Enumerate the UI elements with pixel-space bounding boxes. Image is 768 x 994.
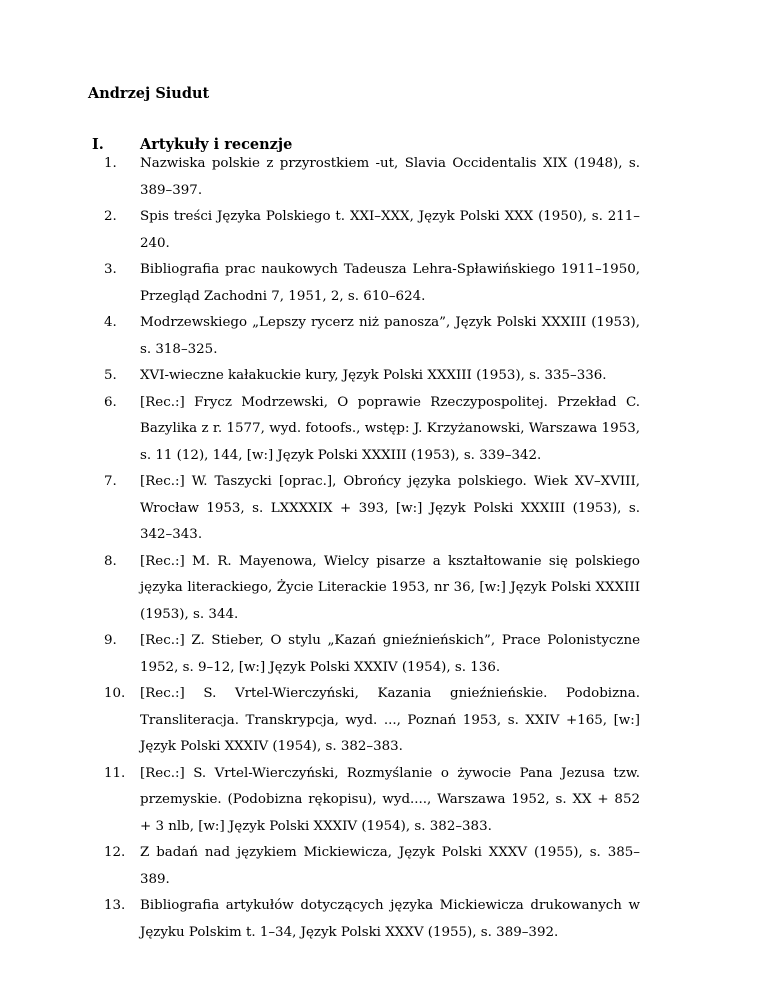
item-text: [Rec.:] S. Vrtel-Wierczyński, Rozmyślanie o żywocie Pana Jezusa tzw. przemyskie. (Podobizna rękopisu), wyd...., Warszawa 1952, s. XX + 852 + 3 nlb, [w:] Język Polski XXXIV (1954), s. 382–383. <box>140 765 640 834</box>
item-text: Modrzewskiego „Lepszy rycerz niż panosza”, Język Polski XXXIII (1953), s. 318–325. <box>140 315 640 357</box>
item-number: 7. <box>104 474 117 489</box>
item-number: 3. <box>104 262 117 277</box>
item-number: 10. <box>104 686 126 701</box>
item-text: XVI-wieczne kałakuckie kury, Język Polski XXXIII (1953), s. 335–336. <box>140 368 607 383</box>
bibliography-item <box>104 628 640 681</box>
bibliography-item <box>104 761 640 841</box>
author-name: Andrzej Siudut <box>88 85 210 102</box>
item-number: 2. <box>104 209 117 224</box>
bibliography-item <box>104 469 640 549</box>
bibliography-item <box>104 390 640 470</box>
item-text: Spis treści Języka Polskiego t. XXI–XXX, Język Polski XXX (1950), s. 211–240. <box>140 209 640 251</box>
item-number: 4. <box>104 315 117 330</box>
item-text: Nazwiska polskie z przyrostkiem -ut, Slavia Occidentalis XIX (1948), s. 389–397. <box>140 156 640 198</box>
item-text: [Rec.:] W. Taszycki [oprac.], Obrońcy języka polskiego. Wiek XV–XVIII, Wrocław 1953, s. LXXXXIX + 393, [w:] Język Polski XXXIII (1953), s. 342–343. <box>140 474 640 542</box>
item-text: [Rec.:] Z. Stieber, O stylu „Kazań gnieźnieńskich”, Prace Polonistyczne 1952, s. 9–12, [w:] Język Polski XXXIV (1954), s. 136. <box>140 633 640 675</box>
item-text: [Rec.:] M. R. Mayenowa, Wielcy pisarze a kształtowanie się polskiego języka literackiego, Życie Literackie 1953, nr 36, [w:] Język Polski XXXIII (1953), s. 344. <box>140 553 640 622</box>
bibliography-list <box>104 151 640 946</box>
item-number: 11. <box>104 765 126 781</box>
item-text: [Rec.:] S. Vrtel-Wierczyński, Kazania gnieźnieńskie. Podobizna. Transliteracja. Transkrypcja, wyd. ..., Poznań 1953, s. XXIV +165, [w:] Język Polski XXXIV (1954), s. 382–383. <box>140 686 640 754</box>
bibliography-item <box>104 151 640 204</box>
section-title: Artykuły i recenzje <box>140 136 293 153</box>
section-number: I. <box>92 136 104 153</box>
item-text: Bibliografia artykułów dotyczących języka Mickiewicza drukowanych w Języku Polskim t. 1–34, Język Polski XXXV (1955), s. 389–392. <box>140 898 640 940</box>
bibliography-item <box>104 363 640 390</box>
item-text: [Rec.:] Frycz Modrzewski, O poprawie Rzeczypospolitej. Przekład C. Bazylika z r. 1577, wyd. fotoofs., wstęp: J. Krzyżanowski, Warszawa 1953, s. 11 (12), 144, [w:] Język Polski XXXIII (1953), s. 339–342. <box>140 394 640 463</box>
item-number: 8. <box>104 553 117 569</box>
item-number: 6. <box>104 394 117 410</box>
item-number: 9. <box>104 633 117 648</box>
bibliography-item <box>104 204 640 257</box>
item-number: 13. <box>104 898 126 913</box>
item-number: 5. <box>104 368 117 383</box>
bibliography-item <box>104 893 640 946</box>
bibliography-item <box>104 840 640 893</box>
item-text: Bibliografia prac naukowych Tadeusza Lehra-Spławińskiego 1911–1950, Przegląd Zachodni 7, 1951, 2, s. 610–624. <box>140 262 640 304</box>
bibliography-item <box>104 257 640 310</box>
bibliography-item <box>104 310 640 363</box>
bibliography-item <box>104 681 640 761</box>
item-text: Z badań nad językiem Mickiewicza, Język Polski XXXV (1955), s. 385–389. <box>140 845 640 887</box>
item-number: 1. <box>104 156 117 171</box>
item-number: 12. <box>104 845 126 860</box>
bibliography-item <box>104 549 640 629</box>
